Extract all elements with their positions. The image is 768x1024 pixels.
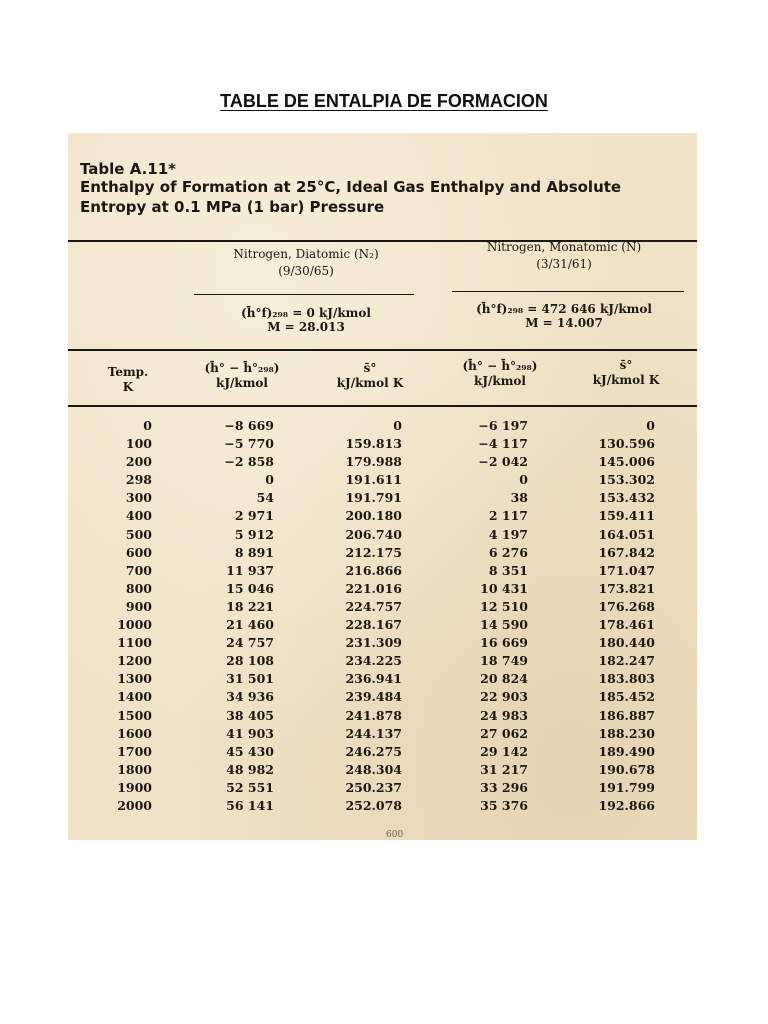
cell-n-enthalpy: −4 117 [478,436,528,452]
cell-n-entropy: 188.230 [598,725,655,741]
cell-n-enthalpy: −2 042 [478,454,528,470]
cell-n-enthalpy: 2 117 [488,508,528,524]
cell-n-entropy: 183.803 [598,671,655,687]
cell-temp: 1200 [117,653,152,669]
cell-n-enthalpy: 10 431 [480,580,528,596]
group-n2-name: Nitrogen, Diatomic (N₂) [233,247,379,261]
group-n2-header [196,246,416,280]
cell-n2-entropy: 231.309 [345,635,402,651]
cell-n2-entropy: 191.611 [345,472,402,488]
cell-n2-entropy: 246.275 [345,743,402,759]
cell-n-entropy: 176.268 [598,598,655,614]
group-n-hf: (h̄°f)₂₉₈ = 472 646 kJ/kmol [476,302,652,316]
cell-n-entropy: 130.596 [598,436,655,452]
table-row [68,489,697,507]
cell-n-enthalpy: 27 062 [480,725,528,741]
cell-temp: 1800 [117,761,152,777]
cell-temp: 100 [125,436,152,452]
cell-n2-entropy: 206.740 [345,526,402,542]
group-n-rule [452,291,684,292]
cell-temp: 700 [125,562,152,578]
table-row [68,453,697,471]
table-row [68,743,697,761]
table-row [68,688,697,706]
group-n2-props [196,306,416,334]
table-row [68,797,697,815]
cell-n2-enthalpy: 18 221 [226,598,274,614]
cell-n-entropy: 153.432 [598,490,655,506]
cell-temp: 500 [125,526,152,542]
table-id: Table A.11* [80,160,176,178]
cell-n2-enthalpy: 21 460 [226,617,274,633]
cell-temp: 298 [125,472,152,488]
cell-n-enthalpy: 38 [510,490,528,506]
cell-n-entropy: 180.440 [598,635,655,651]
cell-n2-enthalpy: 8 891 [234,544,274,560]
table-row [68,652,697,670]
table-row [68,544,697,562]
group-n-props [454,302,674,330]
cell-n-entropy: 153.302 [598,472,655,488]
cell-temp: 2000 [117,797,152,813]
caption-line-1: Enthalpy of Formation at 25°C, Ideal Gas Enthalpy and Absolute [80,178,622,196]
group-n-molar-mass: M = 14.007 [525,316,603,330]
cell-temp: 0 [143,418,152,433]
col-header-n2-enthalpy [192,361,292,391]
col-header-n-entropy-line2: kJ/kmol K [592,373,660,387]
cell-n2-enthalpy: 0 [265,472,274,488]
cell-temp: 1900 [117,779,152,795]
cell-n-enthalpy: 18 749 [480,653,528,669]
cell-n2-enthalpy: 52 551 [226,779,274,795]
cell-n2-enthalpy: −5 770 [224,436,274,452]
cell-n2-enthalpy: 56 141 [226,797,274,813]
cell-n-enthalpy: 24 983 [480,707,528,723]
cell-n-enthalpy: 12 510 [480,598,528,614]
group-n2-date: (9/30/65) [278,264,334,278]
scanned-table-image [68,133,697,840]
cell-n2-enthalpy: −8 669 [224,418,274,433]
cell-n2-enthalpy: 11 937 [226,562,274,578]
cell-n2-entropy: 241.878 [345,707,402,723]
cell-n2-entropy: 228.167 [345,617,402,633]
cell-n2-enthalpy: 45 430 [226,743,274,759]
cell-n2-entropy: 221.016 [345,580,402,596]
cell-n-enthalpy: 4 197 [488,526,528,542]
table-caption [80,177,680,217]
cell-temp: 1400 [117,689,152,705]
cell-n2-entropy: 224.757 [345,598,402,614]
cell-n2-enthalpy: 2 971 [234,508,274,524]
cell-n-entropy: 189.490 [598,743,655,759]
cell-temp: 600 [125,544,152,560]
col-header-temp-line2: K [122,380,134,394]
table-row [68,598,697,616]
cell-n-entropy: 0 [646,418,655,433]
footer-page-mark: 600 [386,830,404,840]
cell-n-enthalpy: 22 903 [480,689,528,705]
col-header-n2-enthalpy-line2: kJ/kmol [216,376,268,390]
cell-temp: 1000 [117,617,152,633]
table-row [68,725,697,743]
cell-n-entropy: 192.866 [598,797,655,813]
cell-n2-entropy: 250.237 [345,779,402,795]
table-row [68,417,697,435]
table-row [68,670,697,688]
cell-n2-entropy: 0 [393,418,402,433]
table-row [68,616,697,634]
table-row [68,634,697,652]
cell-n-entropy: 182.247 [598,653,655,669]
cell-n2-enthalpy: 28 108 [226,653,274,669]
cell-temp: 1600 [117,725,152,741]
cell-n-entropy: 186.887 [598,707,655,723]
col-header-n-enthalpy-line2: kJ/kmol [474,374,526,388]
cell-n2-entropy: 234.225 [345,653,402,669]
cell-n-enthalpy: 20 824 [480,671,528,687]
cell-temp: 900 [125,598,152,614]
cell-n-enthalpy: 0 [519,472,528,488]
table-body [68,417,697,815]
col-header-n-enthalpy-line1: (h̄° − h̄°₂₉₈) [462,359,538,373]
col-header-temp-line1: Temp. [107,365,149,379]
table-row [68,580,697,598]
cell-n2-enthalpy: 41 903 [226,725,274,741]
cell-temp: 1700 [117,743,152,759]
cell-n-enthalpy: 33 296 [480,779,528,795]
cell-n2-enthalpy: 24 757 [226,635,274,651]
cell-n-enthalpy: −6 197 [478,418,528,433]
cell-n-entropy: 173.821 [598,580,655,596]
cell-temp: 1100 [117,635,152,651]
cell-n-entropy: 167.842 [598,544,655,560]
page-title-text: TABLE DE ENTALPIA DE FORMACION [220,91,548,111]
col-header-n-entropy [576,358,676,388]
col-header-n-enthalpy [450,359,550,389]
table-row [68,435,697,453]
cell-n-enthalpy: 29 142 [480,743,528,759]
cell-n-entropy: 190.678 [598,761,655,777]
cell-n2-entropy: 244.137 [345,725,402,741]
table-row [68,562,697,580]
cell-n-entropy: 171.047 [598,562,655,578]
group-n-header [454,239,674,273]
cell-n-entropy: 164.051 [598,526,655,542]
group-n2-hf: (h̄°f)₂₉₈ = 0 kJ/kmol [241,306,371,320]
table-row [68,707,697,725]
cell-n2-entropy: 248.304 [345,761,402,777]
cell-n-entropy: 185.452 [598,689,655,705]
cell-temp: 1500 [117,707,152,723]
page-title [0,91,768,112]
cell-n2-entropy: 191.791 [345,490,402,506]
cell-n2-enthalpy: 38 405 [226,707,274,723]
cell-n-enthalpy: 14 590 [480,617,528,633]
col-header-n2-entropy-line1: s̄° [363,361,377,375]
column-header-top-rule [68,349,697,351]
cell-n2-enthalpy: 15 046 [226,580,274,596]
group-n2-rule [194,294,414,295]
cell-n2-entropy: 236.941 [345,671,402,687]
cell-n2-entropy: 216.866 [345,562,402,578]
col-header-n2-enthalpy-line1: (h̄° − h̄°₂₉₈) [204,361,280,375]
cell-n-entropy: 178.461 [598,617,655,633]
caption-line-2: Entropy at 0.1 MPa (1 bar) Pressure [80,198,385,216]
group-n-name: Nitrogen, Monatomic (N) [486,240,642,254]
col-header-n2-entropy [320,361,420,391]
table-row [68,526,697,544]
table-row [68,761,697,779]
cell-n2-entropy: 252.078 [345,797,402,813]
cell-n2-enthalpy: 48 982 [226,761,274,777]
group-n-date: (3/31/61) [536,257,592,271]
cell-temp: 200 [125,454,152,470]
cell-n2-entropy: 200.180 [345,508,402,524]
cell-n2-enthalpy: 31 501 [226,671,274,687]
col-header-temp [98,365,158,395]
group-n2-molar-mass: M = 28.013 [267,320,345,334]
cell-n-enthalpy: 35 376 [480,797,528,813]
cell-n2-entropy: 212.175 [345,544,402,560]
cell-n2-entropy: 179.988 [345,454,402,470]
cell-temp: 1300 [117,671,152,687]
cell-n-entropy: 191.799 [598,779,655,795]
cell-temp: 800 [125,580,152,596]
cell-n-enthalpy: 6 276 [488,544,528,560]
cell-temp: 300 [125,490,152,506]
cell-n2-enthalpy: −2 858 [224,454,274,470]
cell-n-entropy: 159.411 [598,508,655,524]
cell-n-enthalpy: 16 669 [480,635,528,651]
cell-n-enthalpy: 31 217 [480,761,528,777]
column-header-bottom-rule [68,405,697,407]
table-row [68,507,697,525]
col-header-n-entropy-line1: s̄° [619,358,633,372]
cell-n2-enthalpy: 54 [256,490,274,506]
cell-n-entropy: 145.006 [598,454,655,470]
cell-temp: 400 [125,508,152,524]
cell-n2-entropy: 159.813 [345,436,402,452]
cell-n-enthalpy: 8 351 [488,562,528,578]
table-row [68,779,697,797]
table-row [68,471,697,489]
cell-n2-enthalpy: 5 912 [234,526,274,542]
cell-n2-enthalpy: 34 936 [226,689,274,705]
col-header-n2-entropy-line2: kJ/kmol K [336,376,404,390]
cell-n2-entropy: 239.484 [345,689,402,705]
